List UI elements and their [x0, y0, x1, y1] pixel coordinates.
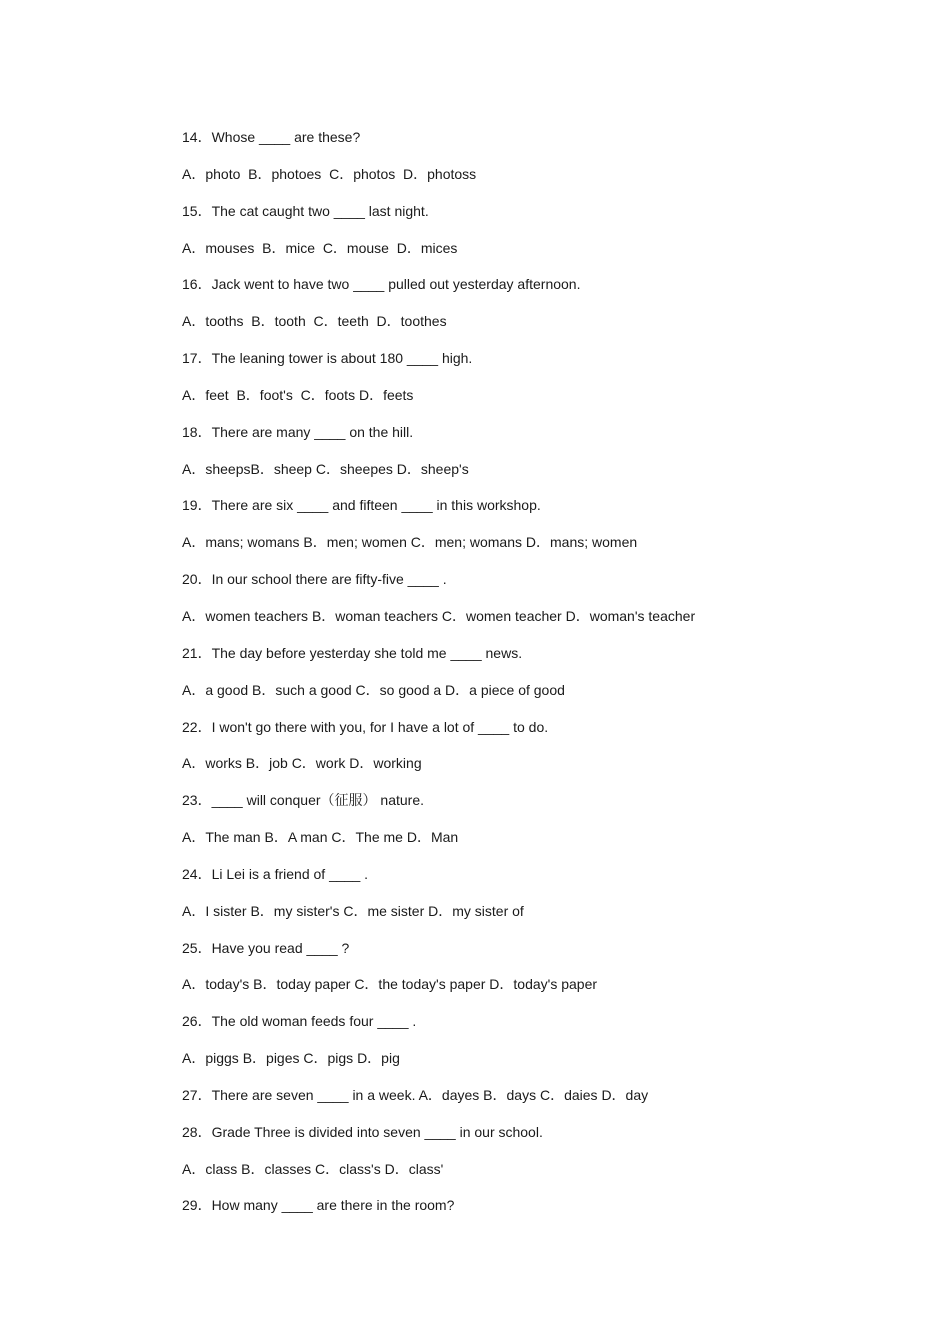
question-list	[182, 127, 882, 1232]
question-22: 22．I won't go there with you, for I have a lot of ____ to do.	[182, 718, 549, 735]
question-21: 21．The day before yesterday she told me ____ news.	[182, 644, 523, 661]
question-17: 17．The leaning tower is about 180 ____ high.	[182, 350, 473, 367]
question-28: 28．Grade Three is divided into seven ____ in our school.	[182, 1123, 543, 1140]
options-28: A．class B．classes C．class's D．class'	[182, 1160, 444, 1177]
question-19: 19．There are six ____ and fifteen ____ in this workshop.	[182, 497, 541, 514]
question-15: 15．The cat caught two ____ last night.	[182, 202, 429, 219]
options-17: A．feet B．foot's C．foots D．feets	[182, 386, 414, 403]
options-23: A．The man B．A man C．The me D．Man	[182, 829, 459, 846]
question-26: 26．The old woman feeds four ____ .	[182, 1013, 417, 1030]
options-19: A．mans; womans B．men; women C．men; womans D．mans; women	[182, 534, 638, 551]
question-25: 25．Have you read ____ ?	[182, 939, 350, 956]
options-16: A．tooths B．tooth C．teeth D．toothes	[182, 313, 447, 330]
options-26: A．piggs B．piges C．pigs D．pig	[182, 1050, 400, 1067]
question-24: 24．Li Lei is a friend of ____ .	[182, 865, 369, 882]
options-24: A．I sister B．my sister's C．me sister D．my sister of	[182, 902, 524, 919]
options-18: A．sheepsB．sheep C．sheepes D．sheep's	[182, 460, 469, 477]
options-14: A．photo B．photoes C．photos D．photoss	[182, 165, 477, 182]
options-20: A．women teachers B．woman teachers C．women teacher D．woman's teacher	[182, 607, 696, 624]
question-18: 18．There are many ____ on the hill.	[182, 423, 414, 440]
question-14: 14．Whose ____ are these?	[182, 129, 361, 145]
question-20: 20．In our school there are fifty-five ____ .	[182, 571, 447, 588]
options-22: A．works B．job C．work D．working	[182, 755, 422, 772]
question-27: 27．There are seven ____ in a week. A．dayes B．days C．daies D．day	[182, 1086, 649, 1103]
question-16: 16．Jack went to have two ____ pulled out yesterday afternoon.	[182, 276, 581, 293]
options-21: A．a good B．such a good C．so good a D．a piece of good	[182, 681, 565, 698]
question-23: 23．____ will conquer（征服） nature.	[182, 792, 425, 809]
question-29: 29．How many ____ are there in the room?	[182, 1197, 455, 1214]
options-25: A．today's B．today paper C．the today's paper D．today's paper	[182, 976, 598, 993]
options-15: A．mouses B．mice C．mouse D．mices	[182, 239, 458, 256]
